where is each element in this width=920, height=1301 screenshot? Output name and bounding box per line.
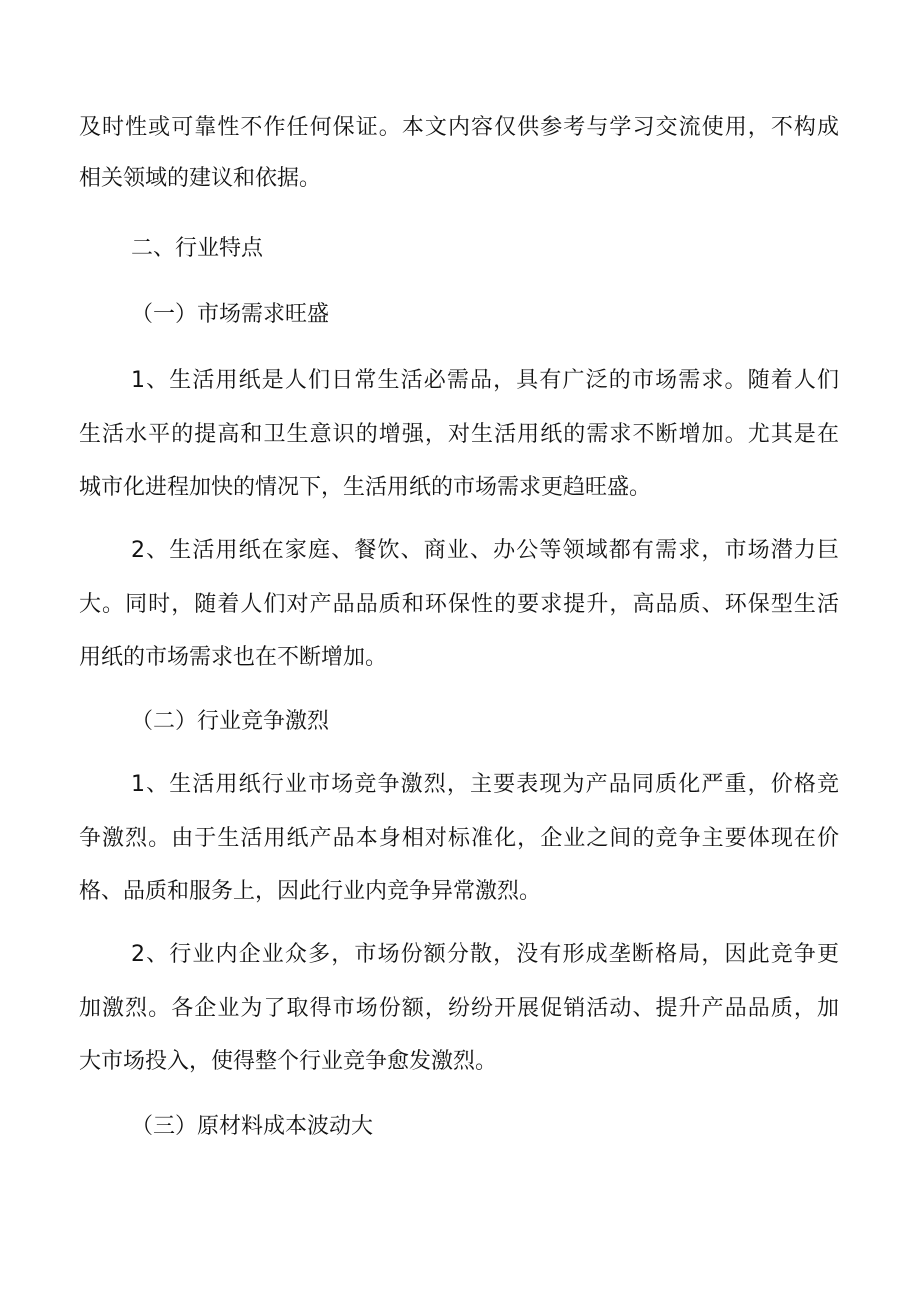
subsection-heading: （三）原材料成本波动大 [131,1114,374,1139]
paragraph-line: 格、品质和服务上，因此行业内竞争异常激烈。 [79,879,542,904]
section-heading: 二、行业特点 [131,236,264,261]
paragraph-line: 及时性或可靠性不作任何保证。本文内容仅供参考与学习交流使用，不构成 [79,115,839,140]
subsection-heading: （二）行业竞争激烈 [131,709,330,734]
paragraph-line: 2、生活用纸在家庭、餐饮、商业、办公等领域都有需求，市场潜力巨 [131,538,839,563]
paragraph-line: 争激烈。由于生活用纸产品本身相对标准化，企业之间的竞争主要体现在价 [79,826,839,851]
paragraph-line: 2、行业内企业众多，市场份额分散，没有形成垄断格局，因此竞争更 [131,942,839,967]
paragraph-line: 1、生活用纸行业市场竞争激烈，主要表现为产品同质化严重，价格竞 [131,772,839,797]
paragraph-line: 大。同时，随着人们对产品品质和环保性的要求提升，高品质、环保型生活 [79,592,839,617]
paragraph-line: 加激烈。各企业为了取得市场份额，纷纷开展促销活动、提升产品品质，加 [79,996,839,1021]
subsection-heading: （一）市场需求旺盛 [131,302,330,327]
paragraph-line: 1、生活用纸是人们日常生活必需品，具有广泛的市场需求。随着人们 [131,368,839,393]
paragraph-line: 大市场投入，使得整个行业竞争愈发激烈。 [79,1049,498,1074]
paragraph-line: 用纸的市场需求也在不断增加。 [79,645,388,670]
paragraph-line: 生活水平的提高和卫生意识的增强，对生活用纸的需求不断增加。尤其是在 [79,422,839,447]
paragraph-line: 城市化进程加快的情况下，生活用纸的市场需求更趋旺盛。 [79,475,652,500]
paragraph-line: 相关领域的建议和依据。 [79,166,322,191]
